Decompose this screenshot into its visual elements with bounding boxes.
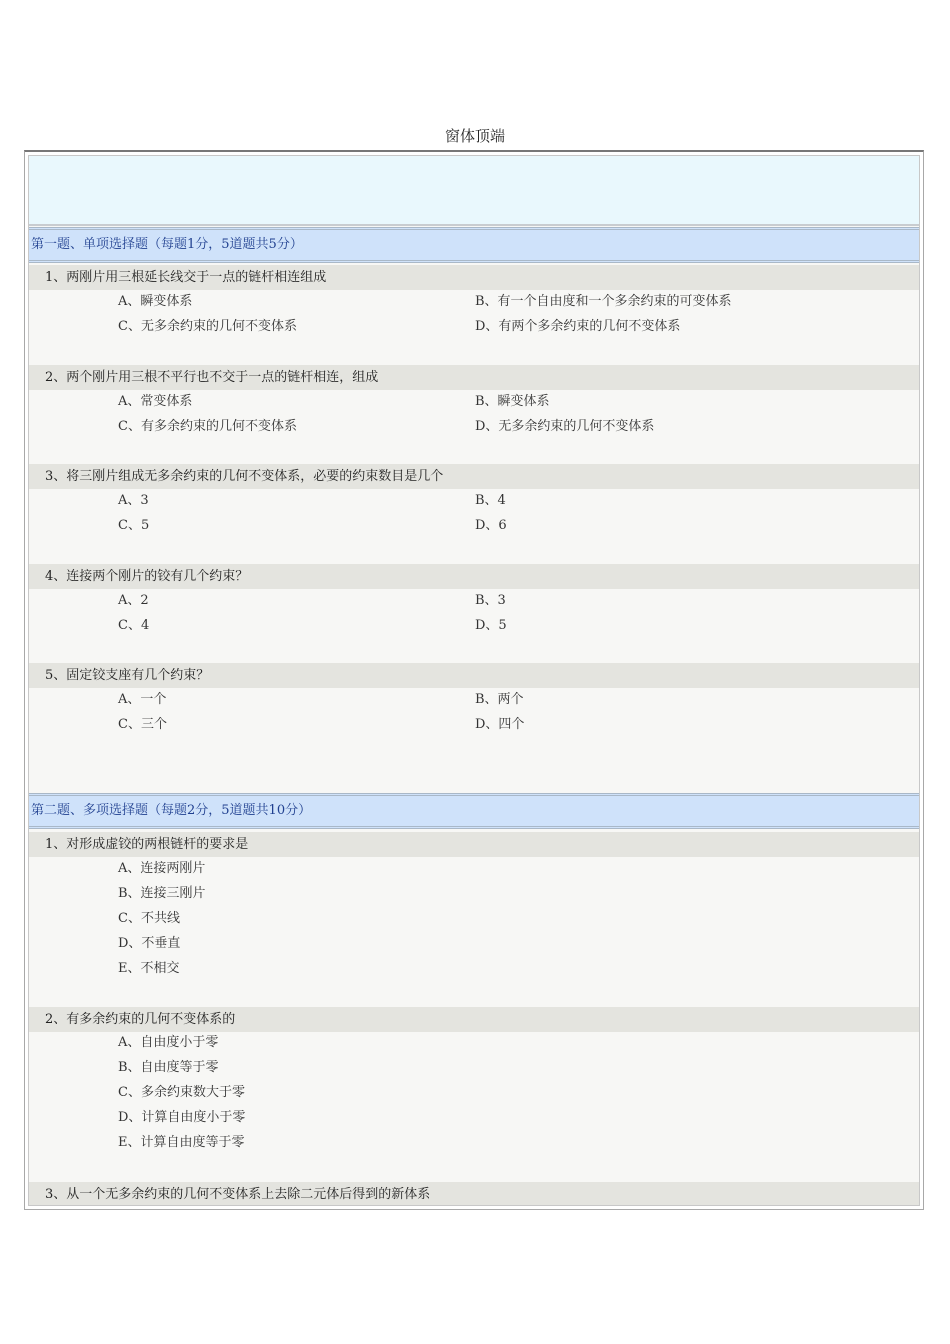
question-3: 3、从一个无多余约束的几何不变体系上去除二元体后得到的新体系 — [29, 1182, 919, 1206]
section-header-single-choice: 第一题、单项选择题（每题1分，5道题共5分） — [29, 227, 919, 263]
option-a[interactable]: A、2 — [118, 593, 149, 608]
option-c[interactable]: C、多余约束数大于零 — [118, 1085, 245, 1100]
question-5: 5、固定铰支座有几个约束？ — [29, 663, 919, 688]
option-c[interactable]: C、三个 — [118, 717, 167, 732]
option-d[interactable]: D、有两个多余约束的几何不变体系 — [475, 319, 681, 334]
section-header-multiple-choice: 第二题、多项选择题（每题2分，5道题共10分） — [29, 793, 919, 829]
option-c[interactable]: C、不共线 — [118, 911, 180, 926]
option-b[interactable]: B、自由度等于零 — [118, 1060, 219, 1075]
option-c[interactable]: C、5 — [118, 518, 150, 533]
option-d[interactable]: D、四个 — [475, 717, 525, 732]
option-d[interactable]: D、无多余约束的几何不变体系 — [475, 419, 655, 434]
option-c[interactable]: C、有多余约束的几何不变体系 — [118, 419, 297, 434]
option-e[interactable]: E、计算自由度等于零 — [118, 1135, 245, 1150]
option-d[interactable]: D、6 — [475, 518, 507, 533]
question-1: 1、两刚片用三根延长线交于一点的链杆相连组成 — [29, 265, 919, 290]
question-4: 4、连接两个刚片的铰有几个约束？ — [29, 564, 919, 589]
option-b[interactable]: B、3 — [475, 593, 506, 608]
option-d[interactable]: D、5 — [475, 618, 507, 633]
option-b[interactable]: B、瞬变体系 — [475, 394, 550, 409]
option-d[interactable]: D、计算自由度小于零 — [118, 1110, 246, 1125]
option-a[interactable]: A、常变体系 — [118, 394, 193, 409]
quiz-content — [28, 155, 920, 1206]
option-e[interactable]: E、不相交 — [118, 961, 180, 976]
question-2: 2、有多余约束的几何不变体系的 — [29, 1007, 919, 1032]
option-a[interactable]: A、一个 — [118, 692, 167, 707]
banner — [29, 156, 919, 226]
option-b[interactable]: B、4 — [475, 493, 506, 508]
question-1: 1、对形成虚铰的两根链杆的要求是 — [29, 832, 919, 857]
option-c[interactable]: C、无多余约束的几何不变体系 — [118, 319, 297, 334]
option-d[interactable]: D、不垂直 — [118, 936, 181, 951]
option-b[interactable]: B、两个 — [475, 692, 524, 707]
form-top-label: 窗体顶端 — [444, 127, 505, 145]
option-b[interactable]: B、连接三刚片 — [118, 886, 206, 901]
option-b[interactable]: B、有一个自由度和一个多余约束的可变体系 — [475, 294, 732, 309]
option-a[interactable]: A、3 — [118, 493, 149, 508]
question-2: 2、两个刚片用三根不平行也不交于一点的链杆相连，组成 — [29, 365, 919, 390]
option-c[interactable]: C、4 — [118, 618, 150, 633]
option-a[interactable]: A、瞬变体系 — [118, 294, 193, 309]
option-a[interactable]: A、自由度小于零 — [118, 1035, 219, 1050]
quiz-form — [24, 150, 924, 1210]
option-a[interactable]: A、连接两刚片 — [118, 861, 206, 876]
question-3: 3、将三刚片组成无多余约束的几何不变体系，必要的约束数目是几个 — [29, 464, 919, 489]
